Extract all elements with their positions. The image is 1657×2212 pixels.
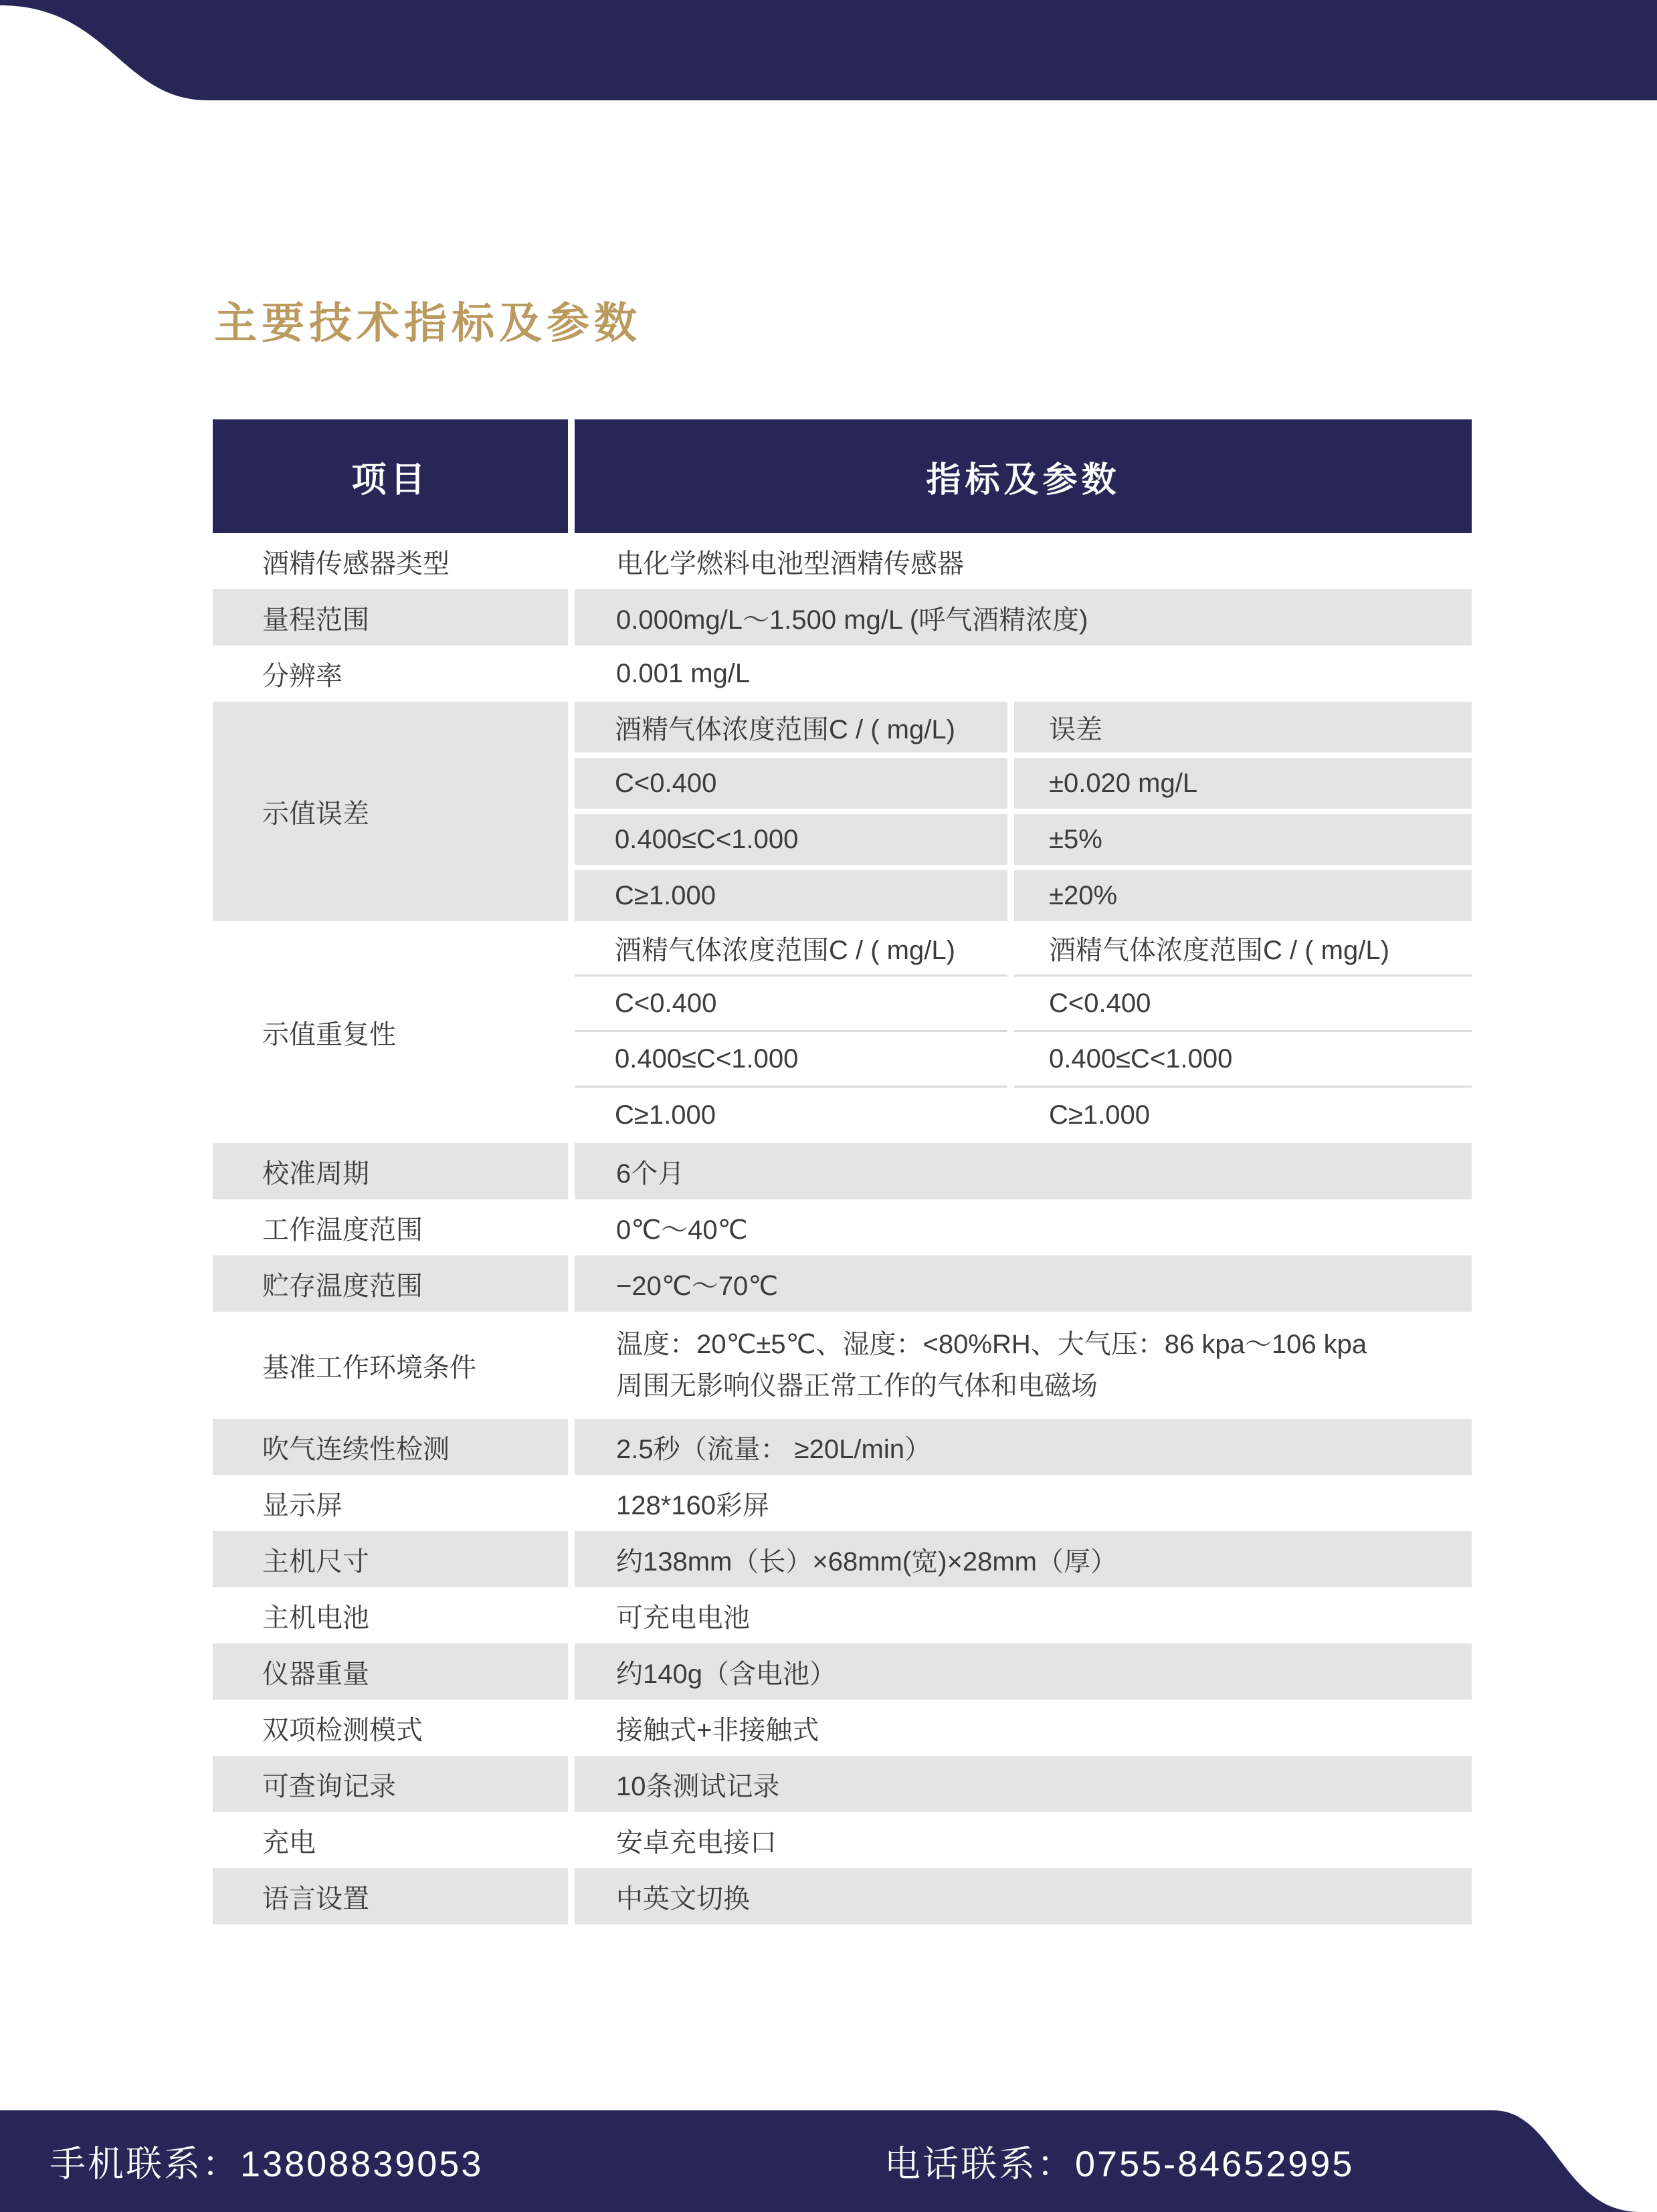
footer-banner: [0, 2110, 1657, 2212]
row-value: 中英文切换: [575, 1868, 1472, 1924]
table-row: [213, 645, 1472, 702]
row-value: 6个月: [575, 1143, 1472, 1199]
row-label: 双项检测模式: [262, 1715, 423, 1745]
table-row: [213, 1255, 1472, 1312]
row-value: 2.5秒（流量： ≥20L/min）: [575, 1419, 1472, 1475]
row-value: 128*160彩屏: [616, 1490, 770, 1520]
row-value: [575, 1312, 1472, 1419]
sub-cell: ±0.020 mg/L: [1014, 758, 1472, 809]
row-label: 主机电池: [262, 1603, 369, 1633]
row-label: 贮存温度范围: [213, 1255, 568, 1312]
header-cell-params: 指标及参数: [575, 419, 1472, 533]
row-value: 约140g（含电池）: [575, 1643, 1472, 1700]
section-label: 示值误差: [213, 702, 568, 921]
row-value: 10条测试记录: [575, 1756, 1472, 1812]
table-row: [213, 1475, 1472, 1531]
table-row: [213, 1643, 1472, 1700]
row-label: 吹气连续性检测: [213, 1419, 568, 1475]
row-value: −20℃～70℃: [575, 1255, 1472, 1312]
mobile-contact-text: 手机联系：13808839053: [50, 2144, 484, 2185]
row-value: 安卓充电接口: [616, 1827, 777, 1857]
table-row: [213, 1700, 1472, 1756]
row-label: 主机尺寸: [213, 1531, 568, 1587]
sub-cell: C≥1.000: [615, 1100, 716, 1130]
row-label: 仪器重量: [213, 1643, 568, 1700]
table-header-row: [213, 419, 1472, 533]
row-value: 约138mm（长）×68mm(宽)×28mm（厚）: [575, 1531, 1472, 1587]
sub-cell: 0.400≤C<1.000: [575, 814, 1007, 865]
row-value-line2: 周围无影响仪器正常工作的气体和电磁场: [616, 1371, 1098, 1401]
header-cell-item: 项目: [213, 419, 568, 533]
table-row: [213, 1587, 1472, 1643]
row-label: 可查询记录: [213, 1756, 568, 1812]
sub-cell: C<0.400: [575, 977, 1007, 1032]
row-value: 0℃～40℃: [616, 1215, 748, 1245]
table-row: [213, 1812, 1472, 1868]
row-label: 语言设置: [213, 1868, 568, 1924]
row-label: 量程范围: [213, 589, 568, 645]
row-value-line1: 温度：20℃±5℃、湿度：<80%RH、大气压：86 kpa～106 kpa: [616, 1330, 1367, 1359]
row-label: 分辨率: [262, 661, 343, 691]
row-value: 电化学燃料电池型酒精传感器: [616, 548, 964, 579]
row-label: 基准工作环境条件: [262, 1352, 476, 1383]
table-row: [213, 1756, 1472, 1812]
sub-cell: ±20%: [1014, 870, 1472, 921]
sub-table: [575, 702, 1472, 921]
table-row: [213, 1143, 1472, 1199]
sub-cell: C≥1.000: [1049, 1100, 1150, 1130]
sub-cell: 酒精气体浓度范围C / ( mg/L): [575, 702, 1007, 752]
table-row: [213, 1531, 1472, 1587]
table-section-row: [213, 702, 1472, 921]
row-label: 工作温度范围: [262, 1215, 423, 1245]
sub-cell: C≥1.000: [575, 870, 1007, 921]
section-label: 示值重复性: [262, 1019, 396, 1049]
row-value: 0.001 mg/L: [616, 658, 751, 688]
table-row: [213, 533, 1472, 589]
table-section-row: [213, 921, 1472, 1143]
table-row: [213, 1312, 1472, 1419]
row-value: 可充电电池: [616, 1603, 750, 1633]
sub-cell: 误差: [1014, 702, 1472, 752]
phone-contact-text: 电话联系：0755-84652995: [884, 2144, 1355, 2185]
sub-cell: C<0.400: [575, 758, 1007, 809]
page-title: 主要技术指标及参数: [214, 299, 642, 347]
row-label: 显示屏: [262, 1490, 343, 1520]
table-row: [213, 1199, 1472, 1255]
sub-cell: 酒精气体浓度范围C / ( mg/L): [1014, 921, 1472, 977]
table-row: [213, 1419, 1472, 1475]
table-row: [213, 589, 1472, 645]
sub-cell: 酒精气体浓度范围C / ( mg/L): [575, 921, 1007, 977]
sub-table: [575, 921, 1472, 1143]
row-value: 0.000mg/L～1.500 mg/L (呼气酒精浓度): [575, 589, 1472, 645]
table-row: [213, 1868, 1472, 1924]
row-label: 酒精传感器类型: [262, 548, 450, 579]
sub-cell: 0.400≤C<1.000: [575, 1032, 1007, 1088]
top-banner-shape: [0, 0, 1657, 100]
sub-cell: 0.400≤C<1.000: [1014, 1032, 1472, 1088]
spec-table: [213, 419, 1472, 1924]
sub-cell: ±5%: [1014, 814, 1472, 865]
sub-cell: C<0.400: [1014, 977, 1472, 1032]
row-value: 接触式+非接触式: [616, 1715, 819, 1745]
row-label: 校准周期: [213, 1143, 568, 1199]
row-label: 充电: [262, 1827, 316, 1857]
